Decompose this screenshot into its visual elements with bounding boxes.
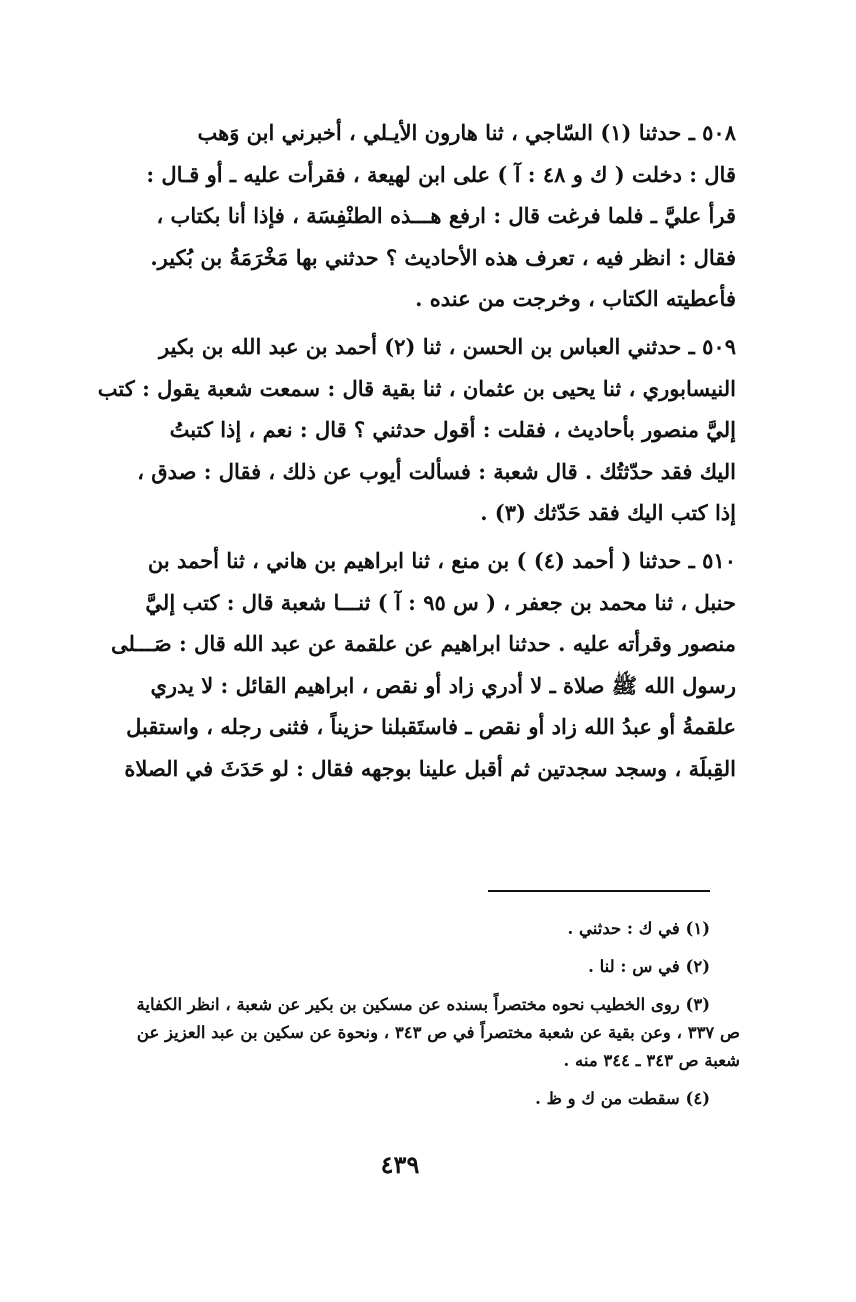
text-line: فأعطيته الكتاب ، وخرجت من عنده .	[415, 286, 736, 312]
footnote-line: ص ٣٣٧ ، وعن بقية عن شعبة مختصراً في ص ٣٤٣ ، ونحوة عن سكين بن عبد العزيز عن	[136, 1023, 740, 1042]
footnote-1	[50, 915, 740, 943]
text-line: ٥٠٨ ـ حدثنا (١) السّاجي ، ثنا هارون الأيـلي ، أخبرني ابن وَهب	[197, 120, 736, 145]
text-line: النيسابوري ، ثنا يحيى بن عثمان ، ثنا بقية قال : سمعت شعبة يقول : كتب	[97, 375, 736, 401]
text-line: إليَّ منصور بأحاديث ، فقلت : أقول حدثني ؟ قال : نعم ، إذا كتبتُ	[169, 417, 736, 443]
text-line: قال : دخلت ( ك و ٤٨ : آ ) على ابن لهيعة ، فقرأت عليه ـ أو قـال :	[146, 161, 736, 187]
text-line: إذا كتب اليك فقد حَدّثك (٣) .	[480, 500, 736, 526]
hadith-508	[66, 112, 736, 320]
hadith-510	[66, 540, 736, 790]
text-line: رسول الله ﷺ صلاة ـ لا أدري زاد أو نقص ، ابراهيم القائل : لا يدري	[150, 672, 736, 698]
footnote-2	[50, 953, 740, 981]
footnote-3	[50, 991, 740, 1075]
text-line: اليك فقد حدّثتُك . قال شعبة : فسألت أيوب عن ذلك ، فقال : صدق ،	[137, 458, 736, 484]
footnote-4	[50, 1085, 740, 1113]
main-text	[66, 112, 736, 796]
footnote-line: شعبة ص ٣٤٣ ـ ٣٤٤ منه .	[563, 1051, 740, 1070]
text-line: ٥٠٩ ـ حدثني العباس بن الحسن ، ثنا (٢) أحمد بن عبد الله بن بكير	[159, 333, 736, 359]
text-line: علقمةُ أو عبدُ الله زاد أو نقص ـ فاستَقبلنا حزيناً ، فثنى رجله ، واستقبل	[126, 714, 736, 740]
text-line: القِبلَة ، وسجد سجدتين ثم أقبل علينا بوجهه فقال : لو حَدَثَ في الصلاة	[124, 755, 736, 781]
footnote-separator	[488, 890, 710, 892]
text-line: حنبل ، ثنا محمد بن جعفر ، ( س ٩٥ : آ ) ثنـــا شعبة قال : كتب إليَّ	[145, 589, 736, 615]
footnote-line: (٤) سقطت من ك و ظ .	[535, 1089, 710, 1108]
footnote-line: (١) في ك : حدثني .	[567, 919, 710, 938]
footnote-line: (٣) روى الخطيب نحوه مختصراً بسنده عن مسكين بن بكير عن شعبة ، انظر الكفاية	[136, 995, 710, 1014]
hadith-509	[66, 326, 736, 534]
text-line: منصور وقرأته عليه . حدثنا ابراهيم عن علقمة عن عبد الله قال : صَـــلى	[110, 631, 736, 657]
text-line: ٥١٠ ـ حدثنا ( أحمد (٤) ) بن منع ، ثنا ابراهيم بن هاني ، ثنا أحمد بن	[147, 547, 736, 573]
page-number: ٤٣٩	[380, 1150, 420, 1179]
footnotes	[50, 915, 740, 1123]
text-line: فقال : انظر فيه ، تعرف هذه الأحاديث ؟ حدثني بها مَخْرَمَةُ بن بُكير.	[150, 244, 736, 270]
footnote-line: (٢) في س : لنا .	[588, 957, 710, 976]
text-line: قرأ عليَّ ـ فلما فرغت قال : ارفع هـــذه الطنْفِسَة ، فإذا أنا بكتاب ،	[156, 203, 736, 229]
